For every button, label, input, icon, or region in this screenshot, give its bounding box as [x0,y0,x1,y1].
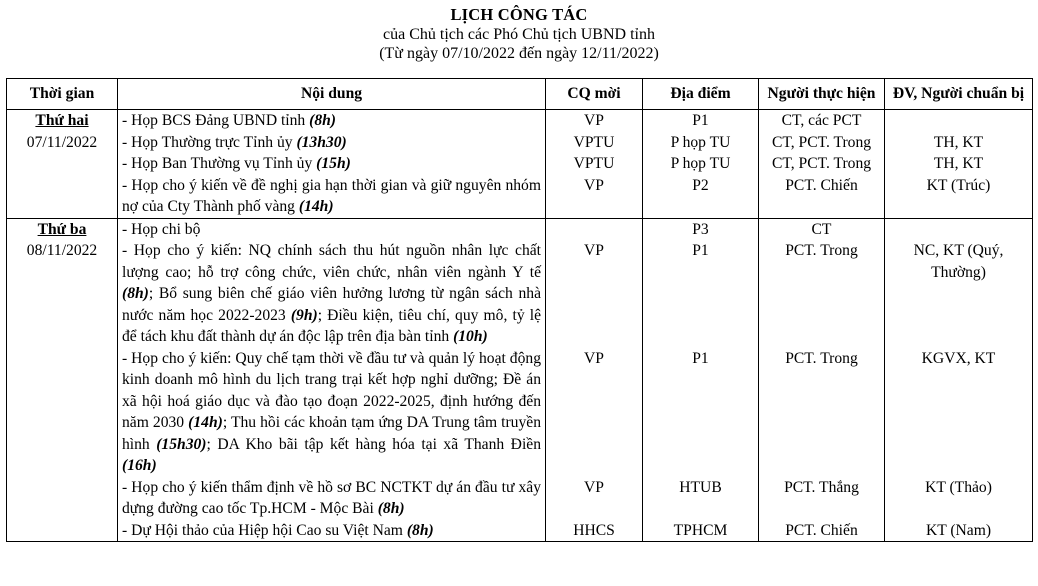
who-value: CT, PCT. Trong [771,133,872,151]
meeting-time: (10h) [453,328,488,345]
content-cell [118,110,546,219]
who-value: CT, PCT. Trong [771,155,872,172]
meeting-time: (15h30) [156,435,207,453]
prep-value: KT (Thảo) [925,478,992,496]
place-cell [643,218,759,542]
col-header-location: Địa điểm [643,79,759,110]
agenda-item: - Họp Thường trực Tỉnh ủy (13h30) [122,133,347,151]
prep-value: TH, KT [933,133,984,151]
who-cell [759,218,885,542]
prep-cell [885,110,1033,219]
day-name: Thứ ba [37,220,87,238]
col-header-inviter: CQ mời [546,79,643,110]
prep-value: KT (Nam) [925,521,992,539]
day-name: Thứ hai [35,112,89,129]
who-cell [759,110,885,219]
meeting-time: (15h) [316,155,351,172]
place-value: P họp TU [670,133,731,151]
who-value: PCT. Chiến [785,176,858,194]
col-header-time: Thời gian [7,79,118,110]
place-value: TPHCM [673,521,728,539]
table-header-row [7,79,1033,110]
col-header-executor: Người thực hiện [759,79,885,110]
prep-value: NC, KT (Quý, Thường) [913,242,1004,281]
col-header-preparer: ĐV, Người chuẩn bị [885,79,1033,110]
prep-value [889,110,1028,132]
cq-value: VPTU [573,133,615,151]
meeting-time: (8h) [122,285,149,302]
agenda-item: - Họp BCS Đảng UBND tỉnh (8h) [122,112,336,129]
place-value: P họp TU [670,155,731,172]
cq-value: HHCS [573,521,615,539]
prep-value [889,219,1028,241]
who-value: CT, các PCT [781,112,862,129]
prep-cell [885,218,1033,542]
who-value: PCT. Trong [785,349,858,367]
col-header-content: Nội dung [118,79,546,110]
day-cell [7,218,118,542]
meeting-time: (9h) [290,306,318,324]
cq-cell [546,110,643,219]
day-cell [7,110,118,219]
who-value: CT [811,220,832,238]
prep-value: KT (Trúc) [926,176,991,194]
meeting-time: (13h30) [296,133,347,151]
day-row [7,218,1033,542]
agenda-item: - Họp cho ý kiến về đề nghị gia hạn thời gian và giữ nguyên nhóm nợ của Cty Thành phố vàng (14h) [122,176,541,215]
who-value: PCT. Trong [785,242,858,259]
cq-value: VPTU [573,155,615,172]
content-cell [118,218,546,542]
who-value: PCT. Thắng [784,478,859,496]
meeting-time: (8h) [309,112,336,129]
place-value: P2 [692,176,709,194]
place-value: HTUB [679,478,722,496]
agenda-item: - Họp cho ý kiến thẩm định về hồ sơ BC NCTKT dự án đầu tư xây dựng đường cao tốc Tp.HCM - Mộc Bài (8h) [122,478,541,517]
place-cell [643,110,759,219]
cq-value: VP [584,242,604,259]
who-value: PCT. Chiến [785,521,858,539]
cq-value: VP [584,478,604,496]
agenda-item: - Họp cho ý kiến: Quy chế tạm thời về đầu tư và quản lý hoạt động kinh doanh mô hình du lịch trang trại kết hợp nghỉ dưỡng; Đề án xã hội hoá giáo dục và đào tạo đoạn 2022-2025, định hướng đến năm 2030 (14h); Thu hồi các khoản tạm ứng DA Trung tâm truyền hình (15h30); DA Kho bãi tập kết hàng hóa tại xã Thanh Điền (16h) [122,349,541,474]
day-date: 07/11/2022 [26,133,98,151]
agenda-item: - Họp chi bộ [122,220,201,238]
agenda-item: - Dự Hội thảo của Hiệp hội Cao su Việt Nam (8h) [122,521,434,539]
place-value: P1 [692,349,709,367]
place-value: P3 [692,220,709,238]
place-value: P1 [692,112,709,129]
cq-value: VP [584,176,604,194]
cq-value: VP [584,112,604,129]
document-title: LỊCH CÔNG TÁC [450,5,588,24]
meeting-time: (14h) [188,414,223,431]
meeting-time: (14h) [298,198,334,215]
cq-value [550,219,638,241]
document-header [0,4,1038,63]
document-subtitle: của Chủ tịch các Phó Chủ tịch UBND tỉnh [383,26,655,43]
day-date: 08/11/2022 [26,242,98,259]
date-range: (Từ ngày 07/10/2022 đến ngày 12/11/2022) [379,45,659,62]
cq-value: VP [584,349,604,367]
meeting-time: (8h) [406,521,434,539]
meeting-time: (16h) [122,457,157,474]
cq-cell [546,218,643,542]
agenda-item: - Họp Ban Thường vụ Tỉnh ủy (15h) [122,155,351,172]
prep-value: KGVX, KT [921,349,996,367]
place-value: P1 [692,242,709,259]
schedule-table [6,78,1033,542]
day-row [7,110,1033,219]
meeting-time: (8h) [377,500,405,517]
agenda-item: - Họp cho ý kiến: NQ chính sách thu hút nguồn nhân lực chất lượng cao; hỗ trợ công chức, viên chức, nhân viên ngành Y tế (8h); Bổ sung biên chế giáo viên hưởng lương từ ngân sách nhà nước năm học 2022-2023 (9h); Điều kiện, tiêu chí, quy mô, tỷ lệ để tách khu đất thành dự án độc lập trên địa bàn tỉnh (10h) [122,242,541,345]
prep-value: TH, KT [933,155,984,172]
